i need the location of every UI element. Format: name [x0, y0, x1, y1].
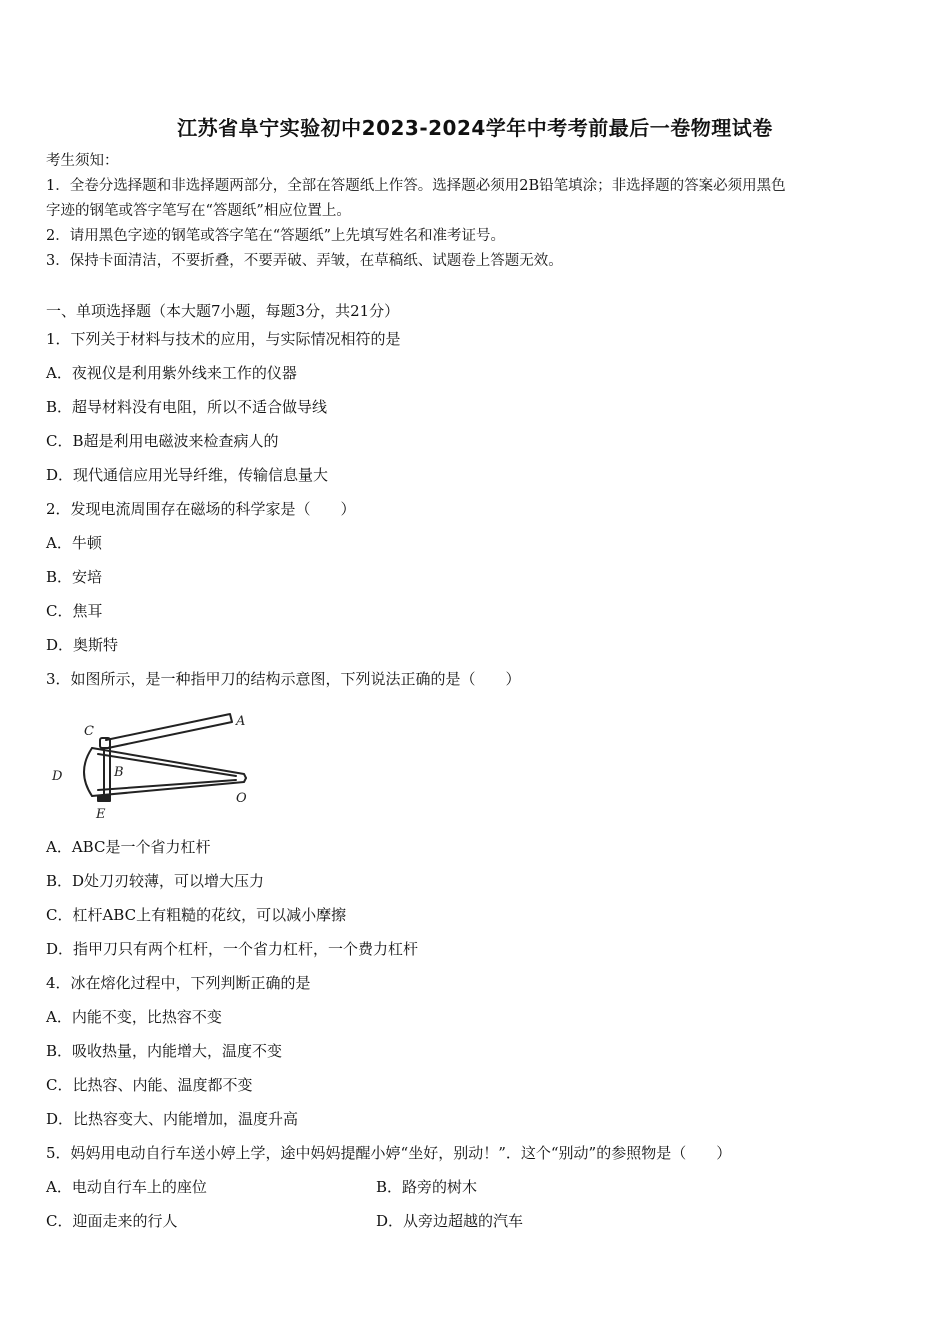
question-5-option-b: B．路旁的树木	[376, 1178, 478, 1196]
question-4-stem: 4．冰在熔化过程中，下列判断正确的是	[46, 974, 311, 992]
question-1-option-b: B．超导材料没有电阻，所以不适合做导线	[46, 398, 328, 416]
blade-e	[98, 796, 110, 801]
section-heading: 一、单项选择题（本大题7小题，每题3分，共21分）	[46, 302, 400, 320]
label-b: B	[114, 765, 124, 780]
notice-line-1a: 1．全卷分选择题和非选择题两部分，全部在答题纸上作答。选择题必须用2B铅笔填涂；非选择题的答案必须用黑色	[46, 178, 786, 194]
question-3-option-b: B．D处刀刃较薄，可以增大压力	[46, 872, 265, 890]
question-5-option-a: A．电动自行车上的座位	[46, 1178, 207, 1196]
label-e: E	[96, 807, 106, 822]
question-5-option-c: C．迎面走来的行人	[46, 1212, 178, 1230]
page-title: 江苏省阜宁实验初中2023-2024学年中考考前最后一卷物理试卷	[177, 116, 773, 140]
question-4-option-a: A．内能不变，比热容不变	[46, 1008, 222, 1026]
question-5-stem: 5．妈妈用电动自行车送小婷上学，途中妈妈提醒小婷“坐好，别动！”．这个“别动”的参照物是（ ）	[46, 1144, 732, 1162]
question-1-option-c: C．B超是利用电磁波来检查病人的	[46, 432, 279, 450]
question-4-option-b: B．吸收热量，内能增大，温度不变	[46, 1042, 283, 1060]
question-3-stem: 3．如图所示，是一种指甲刀的结构示意图，下列说法正确的是（ ）	[46, 670, 521, 688]
question-3-option-c: C．杠杆ABC上有粗糙的花纹，可以减小摩擦	[46, 906, 347, 924]
nail-clipper-figure	[48, 708, 263, 826]
label-o: O	[236, 791, 247, 806]
question-2-option-b: B．安培	[46, 568, 103, 586]
question-4-option-d: D．比热容变大、内能增加，温度升高	[46, 1110, 299, 1128]
notice-line-1b: 字迹的钢笔或答字笔写在“答题纸”相应位置上。	[46, 203, 351, 219]
question-1-option-d: D．现代通信应用光导纤维，传输信息量大	[46, 466, 329, 484]
question-1-stem: 1．下列关于材料与技术的应用，与实际情况相符的是	[46, 330, 401, 348]
question-2-option-a: A．牛顿	[46, 534, 102, 552]
question-3-option-d: D．指甲刀只有两个杠杆，一个省力杠杆，一个费力杠杆	[46, 940, 419, 958]
question-2-option-d: D．奥斯特	[46, 636, 119, 654]
nail-clipper-diagram	[48, 708, 263, 826]
label-d: D	[52, 769, 63, 784]
jaw-back-d	[84, 748, 92, 796]
question-5-option-d: D．从旁边超越的汽车	[376, 1212, 524, 1230]
notice-heading: 考生须知：	[46, 153, 119, 169]
question-3-option-a: A．ABC是一个省力杠杆	[46, 838, 211, 856]
question-1-option-a: A．夜视仪是利用紫外线来工作的仪器	[46, 364, 297, 382]
label-c: C	[84, 724, 94, 739]
notice-line-3: 3．保持卡面清洁，不要折叠，不要弄破、弄皱，在草稿纸、试题卷上答题无效。	[46, 253, 563, 269]
question-2-stem: 2．发现电流周围存在磁场的科学家是（ ）	[46, 500, 356, 518]
question-4-option-c: C．比热容、内能、温度都不变	[46, 1076, 253, 1094]
lever-abc	[106, 714, 232, 748]
notice-line-2: 2．请用黑色字迹的钢笔或答字笔在“答题纸”上先填写姓名和准考证号。	[46, 228, 506, 244]
question-2-option-c: C．焦耳	[46, 602, 103, 620]
label-a: A	[236, 714, 246, 729]
